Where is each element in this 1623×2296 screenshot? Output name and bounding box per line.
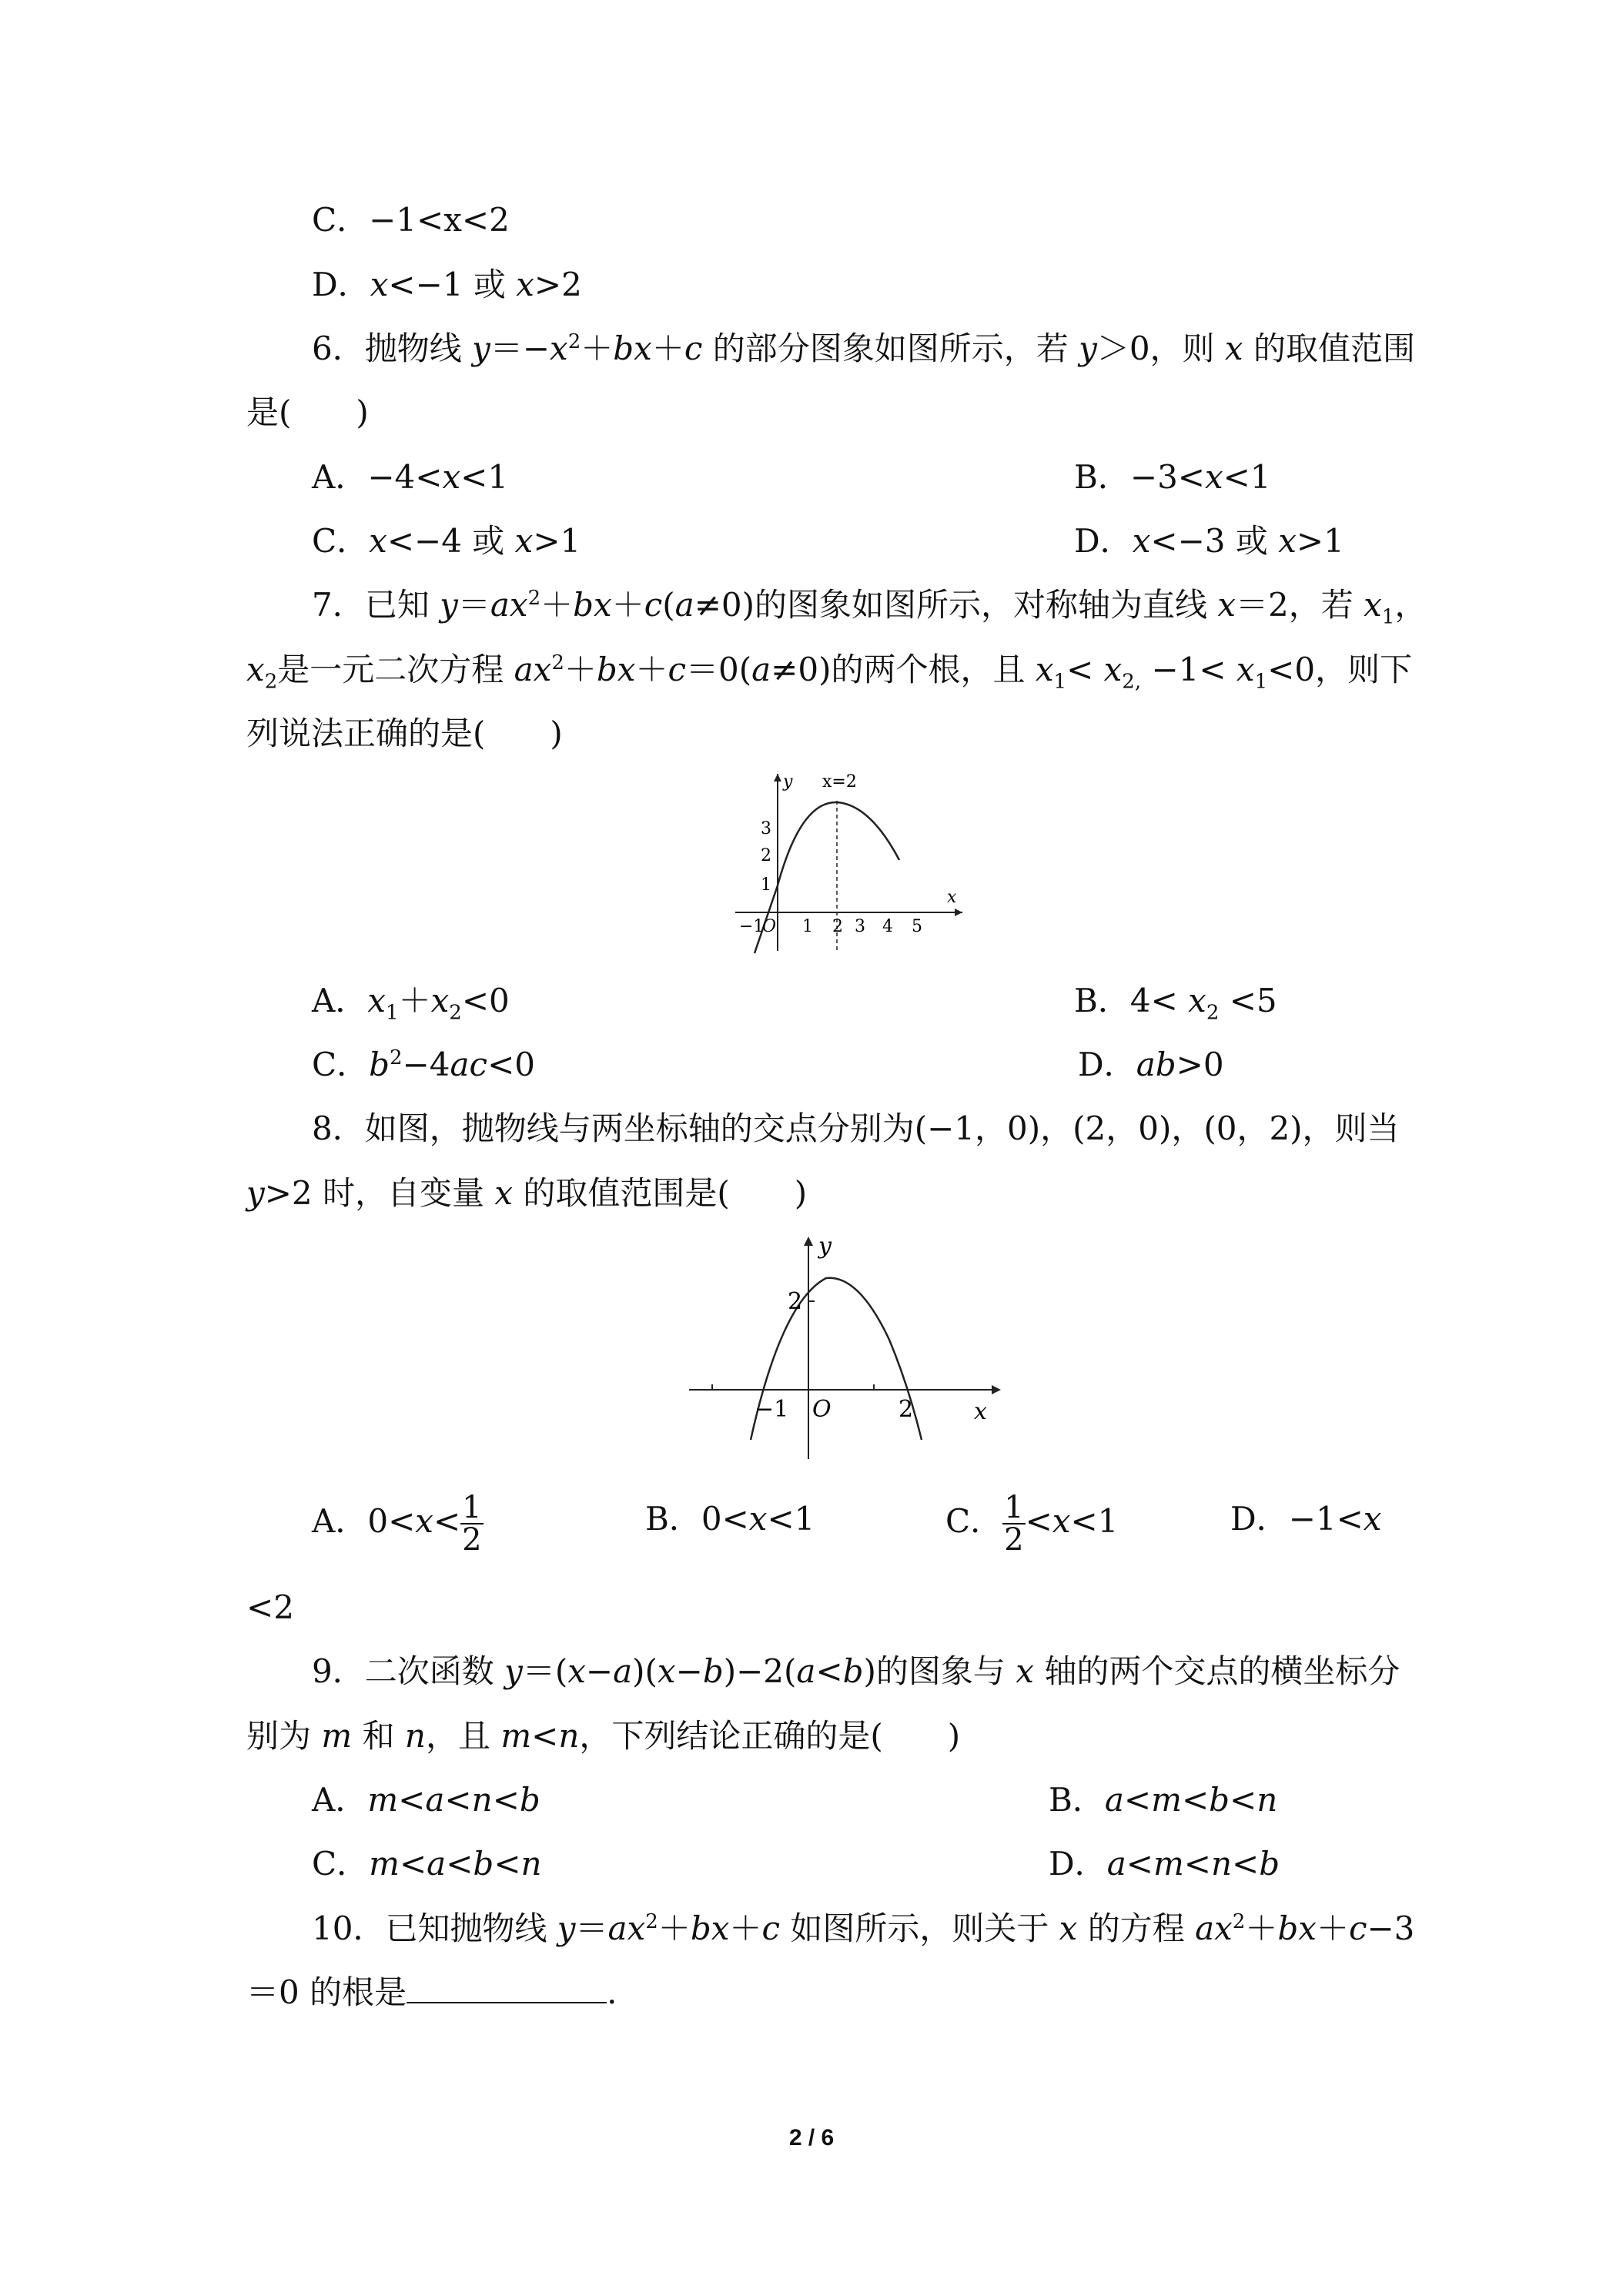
tick-x-1: 1 (802, 917, 813, 936)
q7-option-b: B．$4< x_2 <5$ (1074, 982, 1277, 1025)
tick-x-4: 4 (882, 917, 893, 936)
answer-blank[interactable] (407, 1971, 607, 2003)
y-label: y (818, 1233, 832, 1260)
q9-option-c: C．m<a<b<n (312, 1845, 542, 1883)
q8-stem-line2: y>2 时，自变量 x 的取值范围是( ) (246, 1174, 808, 1212)
tick-y-3: 3 (761, 819, 771, 838)
tick-x-2: 2 (832, 917, 843, 936)
q7-stem-line2: $x_2$是一元二次方程 $ax^2+bx+c=0(a\ne 0)$的两个根，且 $x_1< x_{2,} -1< x_1<0$，则下 (246, 651, 1413, 694)
fraction-one-half: $\frac{1}{2}$ (1004, 1490, 1024, 1558)
q9-stem-line1: 9．二次函数 y＝(x−a)(x−b)−2(a<b)的图象与 x 轴的两个交点的横坐标分 (312, 1652, 1400, 1690)
q6-stem-line2: 是( ) (246, 393, 369, 431)
q6-stem-line1: 6．抛物线 $y=-x^2+bx+c$ 的部分图象如图所示，若 y＞0，则 x 的取值范围 (312, 330, 1415, 367)
q9-option-a: A．m<a<n<b (312, 1781, 540, 1819)
y-label: y (783, 772, 793, 792)
q7-stem-line1: 7．已知 $y=ax^2+bx+c(a\ne 0)$的图象如图所示，对称轴为直线 x＝2，若 $x_1$， (312, 586, 1427, 629)
q7-option-d: D．ab>0 (1078, 1046, 1224, 1083)
tick-y-2: 2 (761, 846, 771, 865)
q5-option-d: D．x<−1 或 x>2 (312, 266, 582, 303)
tick-x-3: 3 (855, 917, 865, 936)
q9-option-d: D．a<m<n<b (1049, 1845, 1280, 1883)
q7-option-c: C．$b^2-4ac<0$ (312, 1046, 535, 1083)
page-number: 2 / 6 (788, 2125, 835, 2150)
y-axis-arrow (774, 774, 781, 782)
x-axis-arrow (992, 1385, 1001, 1394)
q8-parabola-graph (689, 1232, 1005, 1463)
q10-stem-line1: 10．已知抛物线 $y=ax^2+bx+c$ 如图所示，则关于 x 的方程 $ax^2+bx+c-3$ (312, 1909, 1415, 1947)
y-axis-arrow (804, 1237, 813, 1246)
q8-option-c: C． $\frac{1}{2}$ <x<1 (945, 1490, 1119, 1558)
tick-x-5: 5 (912, 917, 922, 936)
q6-option-c: C．x<−4 或 x>1 (312, 522, 581, 560)
tick-x-2: 2 (899, 1396, 914, 1423)
q7-option-a: A．$x_1+x_2<0$ (312, 982, 510, 1025)
q6-option-d: D．x<−3 或 x>1 (1074, 522, 1344, 560)
x-label: x (947, 888, 957, 907)
parabola-curve (755, 802, 899, 953)
q10-stem-line2: ＝0 的根是 . (246, 1971, 617, 2014)
q6-option-a: A．−4<x<1 (312, 458, 509, 496)
origin-label: O (812, 1396, 832, 1423)
q9-stem-line2: 别为 m 和 n，且 m<n，下列结论正确的是( ) (246, 1717, 961, 1755)
fraction-one-half: $\frac{1}{2}$ (462, 1490, 482, 1558)
q5-option-c: C．−1<x<2 (312, 201, 510, 239)
q7-parabola-graph (731, 770, 966, 955)
q8-option-b: B．0<x<1 (645, 1500, 815, 1538)
tick-x-neg1: −1 (755, 1396, 789, 1423)
tick-y-1: 1 (761, 875, 771, 895)
tick-neg1: −1 (739, 917, 765, 936)
x-axis-arrow (955, 909, 962, 916)
x-eq-2-label: x=2 (822, 772, 857, 792)
q7-stem-line3: 列说法正确的是( ) (246, 715, 563, 752)
q8-option-d-continuation: <2 (246, 1588, 294, 1626)
tick-y-2: 2 (788, 1288, 803, 1315)
x-label: x (974, 1398, 987, 1425)
q8-option-a: A．0<x< $\frac{1}{2}$ (312, 1490, 482, 1558)
q6-option-b: B．−3<x<1 (1074, 458, 1271, 496)
origin-label: O (762, 917, 777, 936)
q9-option-b: B．a<m<b<n (1049, 1781, 1278, 1819)
q8-option-d: D．−1<x (1230, 1500, 1382, 1538)
q8-stem-line1: 8．如图，抛物线与两坐标轴的交点分别为(−1，0)，(2，0)，(0，2)，则当 (312, 1110, 1400, 1147)
